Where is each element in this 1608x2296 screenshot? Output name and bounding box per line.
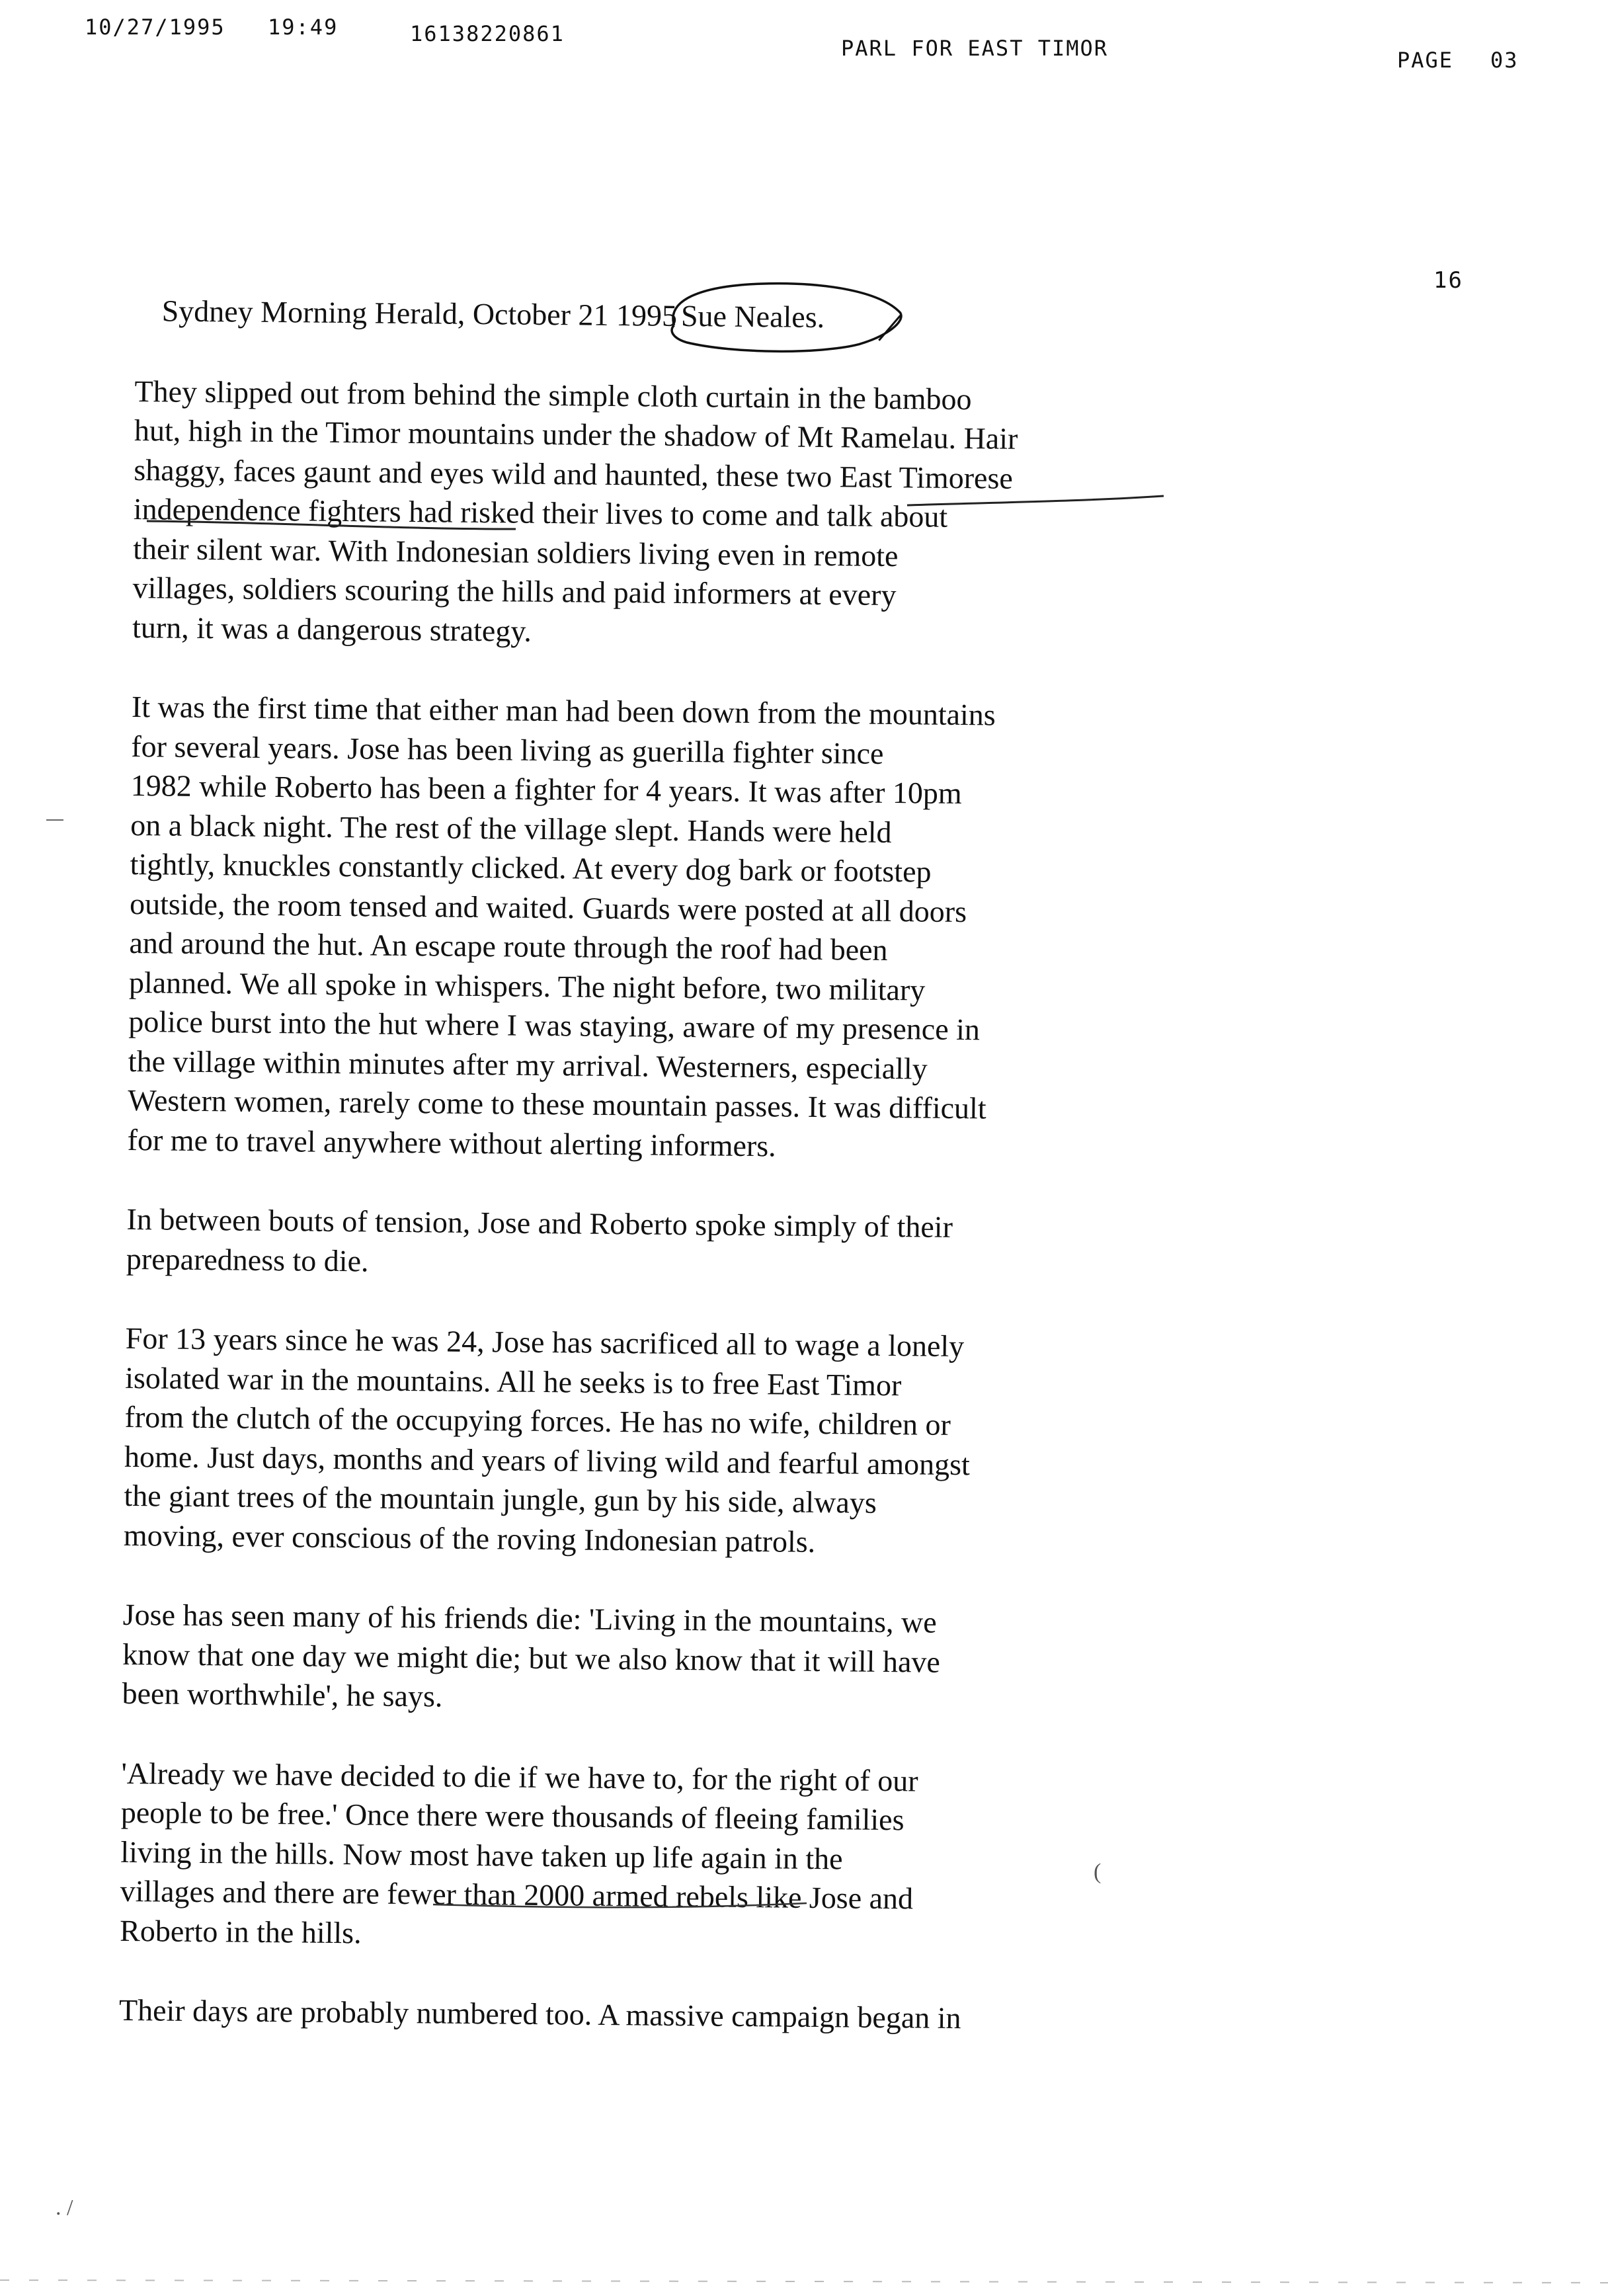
fax-page-number: 03 [1490, 48, 1519, 73]
handwritten-circle-mark [661, 274, 912, 362]
paragraph-3: In between bouts of tension, Jose and Roberto spoke simply of their preparedness to die. [126, 1202, 953, 1278]
source-line [161, 291, 1213, 341]
paragraph-2: It was the first time that either man had been down from the mountains for several years. Jose has been living as guerilla fighter since 1982 while Roberto has been a fighter for 4 years. It was after 10pm on a black night. The rest of the village slept. Hands were held tightly, knuckles constantly clicked. At every dog bark or footstep outside, the room tensed and waited. Guards were posted at all doors and around the hut. An escape route through the roof had been planned. We all spoke in whispers. The night before, two military police burst into the hut where I was staying, aware of my presence in the village within minutes after my arrival. Westerners, especially Western women, rarely come to these mountain passes. It was difficult for me to travel anywhere without alerting informers. [127, 689, 996, 1163]
paragraph-4: For 13 years since he was 24, Jose has sacrificed all to wage a lonely isolated war in the mountains. All he seeks is to free East Timor from the clutch of the occupying forces. He has no wife, children or home. Just days, months and years of living wild and fearful amongst the giant trees of the mountain jungle, gun by his side, always moving, ever conscious of the roving Indonesian patrols. [123, 1321, 971, 1559]
source-author: Sue Neales. [680, 298, 825, 335]
stray-mark-right: ( [1094, 1860, 1102, 1884]
fax-header [0, 15, 1608, 87]
fax-page-label: PAGE [1397, 48, 1454, 73]
author-name-circled [681, 296, 825, 337]
paragraph-1: They slipped out from behind the simple cloth curtain in the bamboo hut, high in the Timor mountains under the shadow of Mt Ramelau. Hair shaggy, faces gaunt and eyes wild and haunted, these two East Timorese independence fighters had risked their lives to come and talk about their silent war. With Indonesian soldiers living even in remote villages, soldiers scouring the hills and paid informers at every turn, it was a dangerous strategy. [132, 374, 1018, 648]
paragraph-6: 'Already we have decided to die if we have to, for the right of our people to be free.' Once there were thousands of fleeing families living in the hills. Now most have taken up life again in the villages and there are fewer than 2000 armed rebels like Jose and Roberto in the hills. [119, 1756, 918, 1949]
fax-date: 10/27/1995 [85, 15, 225, 40]
fax-number: 16138220861 [410, 21, 565, 46]
paragraph-7: Their days are probably numbered too. A massive campaign began in [118, 1992, 961, 2035]
bottom-scan-line [0, 2280, 1608, 2283]
article [118, 291, 1213, 2080]
stray-mark-bottom-left: . / [56, 2195, 73, 2220]
paragraph-5: Jose has seen many of his friends die: 'Living in the mountains, we know that one day we might die; but we also know that it will have been worthwhile', he says. [122, 1597, 941, 1713]
page-number: 16 [1433, 267, 1463, 294]
fax-time: 19:49 [268, 15, 339, 40]
fax-sender: PARL FOR EAST TIMOR [841, 36, 1109, 61]
source-citation: Sydney Morning Herald, October 21 1995 [161, 294, 678, 333]
